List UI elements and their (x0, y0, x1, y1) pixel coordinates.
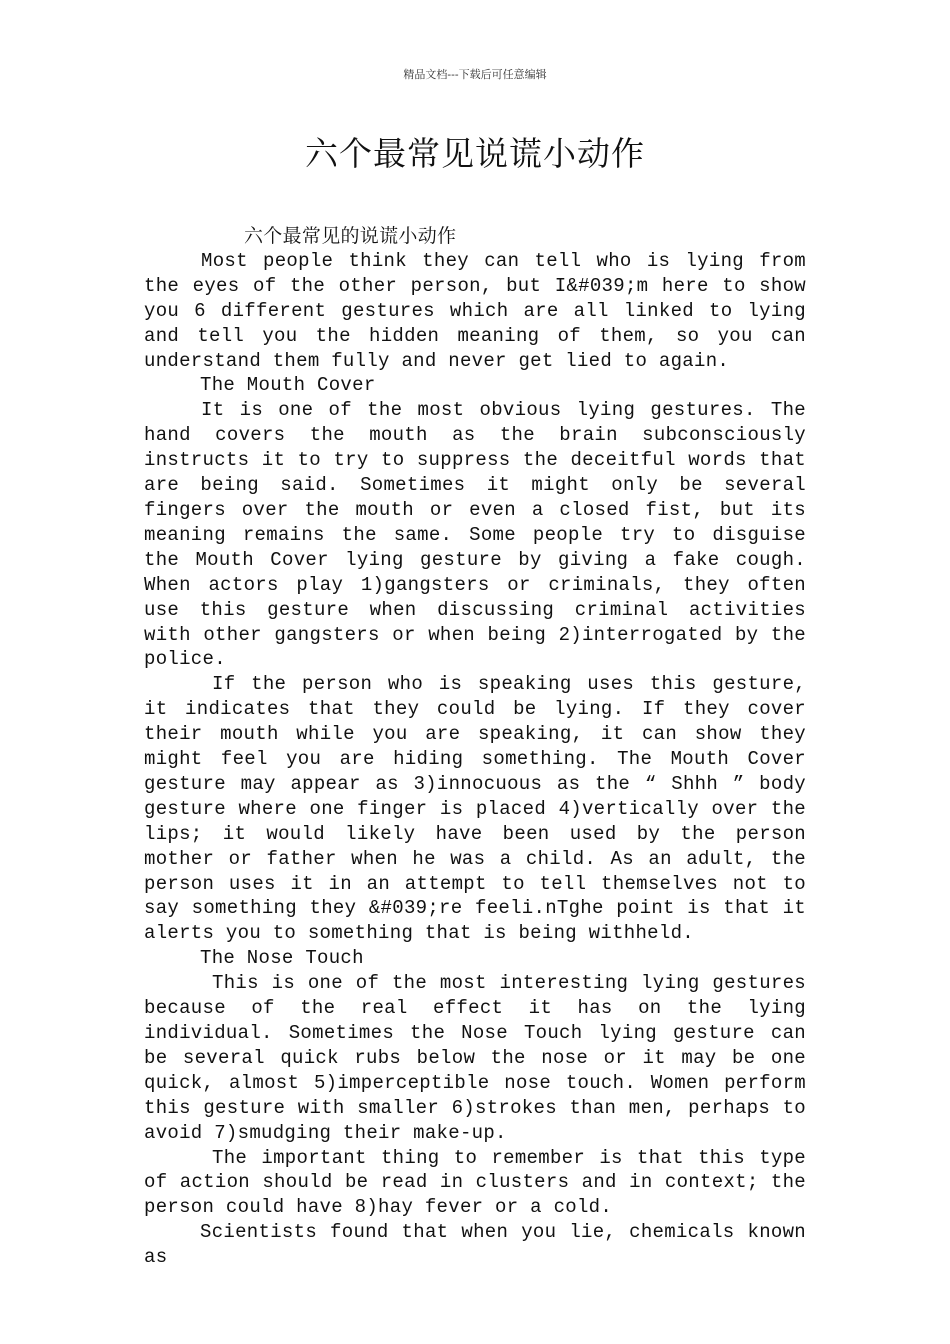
paragraph-nose-touch-2: The important thing to remember is that this type of action should be read in clusters and in context; the person could have 8)hay fever or a cold. (144, 1146, 806, 1219)
paragraph-intro: Most people think they can tell who is lying from the eyes of the other person, but I&#039;m here to show you 6 different gestures which are all linked to lying and tell you the hidden meaning of them, so you can understand them fully and never get lied to again. (144, 249, 806, 372)
paragraph-mouth-cover-1: It is one of the most obvious lying gestures. The hand covers the mouth as the brain subconsciously instructs it to try to suppress the deceitful words that are being said. Sometimes it might only be several fingers over the mouth or even a closed fist, but its meaning remains the same. Some people try to disguise the Mouth Cover lying gesture by giving a fake cough. When actors play 1)gangsters or criminals, they often use this gesture when discussing criminal activities with other gangsters or when being 2)interrogated by the police. (144, 399, 806, 671)
header-note: 精品文档---下载后可任意编辑 (403, 68, 547, 81)
section-heading-mouth-cover: The Mouth Cover (200, 374, 376, 397)
section-heading-nose-touch: The Nose Touch (200, 947, 364, 970)
paragraph-nose-touch-1: This is one of the most interesting lying gestures because of the real effect it has on the lying individual. Sometimes the Nose Touch lying gesture can be several quick rubs below the nose or it may be one quick, almost 5)imperceptible nose touch. Women perform this gesture with smaller 6)strokes than men, perhaps to avoid 7)smudging their make-up. (144, 972, 806, 1144)
paragraph-mouth-cover-2: If the person who is speaking uses this gesture, it indicates that they could be lying. If they cover their mouth while you are speaking, it can show they might feel you are hiding something. The Mouth Cover gesture may appear as 3)innocuous as the “ Shhh ” body gesture where one finger is placed 4)vertically over the lips; it would likely have been used by the person mother or father when he was a child. As an adult, the person uses it in an attempt to tell themselves not to say something they &#039;re feeli.nTghe point is that it alerts you to something that is being withheld. (144, 673, 806, 945)
document-title: 六个最常见说谎小动作 (305, 134, 645, 173)
paragraph-scientists: Scientists found that when you lie, chemicals known as (144, 1221, 806, 1269)
document-subtitle: 六个最常见的说谎小动作 (244, 225, 457, 247)
document-body (144, 224, 806, 1270)
